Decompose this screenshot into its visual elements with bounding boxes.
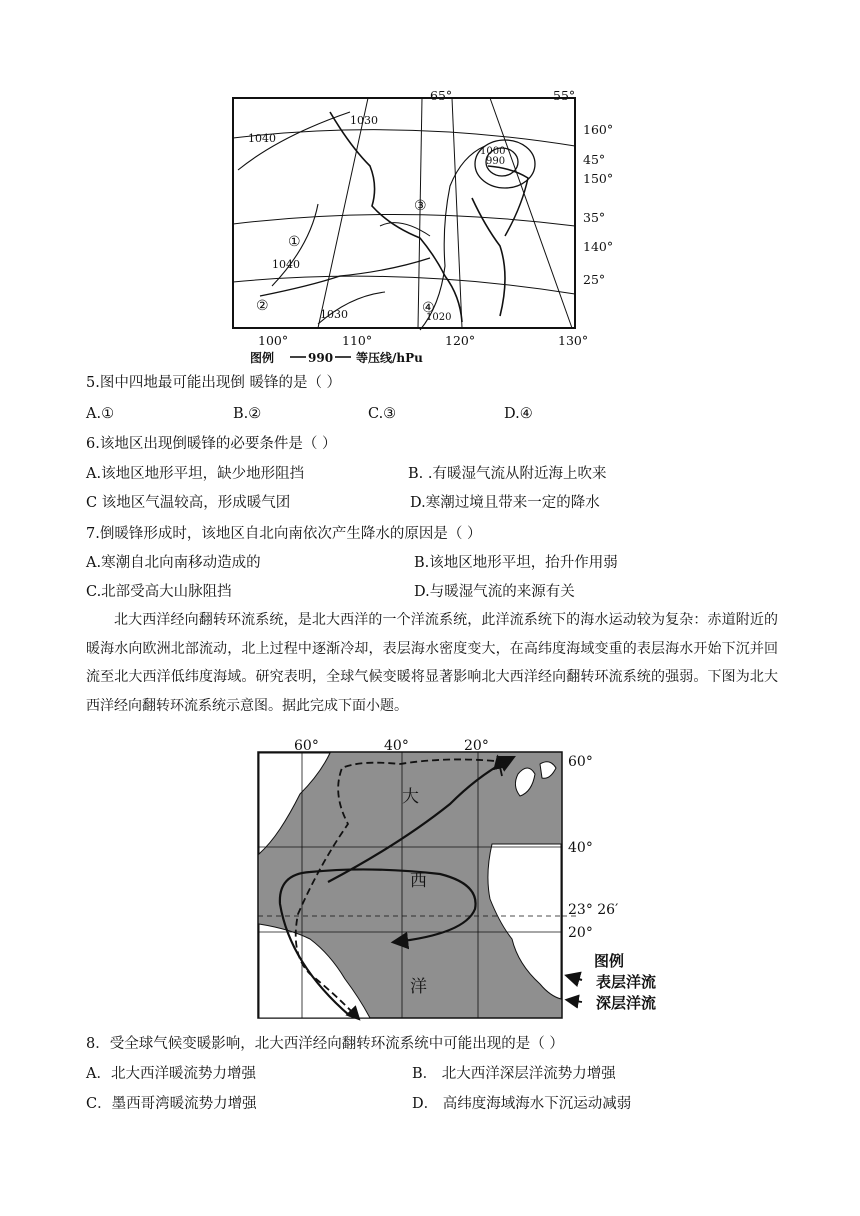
site-marker: ④ (422, 300, 435, 316)
isobar-value: 1000 (480, 146, 506, 157)
isobar-value: 1040 (272, 258, 300, 271)
map1-lat-label: 160° (583, 122, 614, 137)
map2-lat-label: 40° (568, 840, 593, 856)
q6-option-b[interactable]: B. .有暖湿气流从附近海上吹来 (408, 466, 607, 482)
site-marker: ③ (414, 198, 427, 214)
q6-option-d[interactable]: D.寒潮过境且带来一定的降水 (410, 495, 600, 511)
q7-option-d[interactable]: D.与暖湿气流的来源有关 (414, 584, 575, 600)
site-marker: ① (288, 234, 301, 250)
q5-option-a[interactable]: A.① (86, 406, 115, 422)
map2-lat-label: 60° (568, 754, 593, 770)
legend-surface: 表层洋流 (596, 973, 657, 991)
map2-lon-label: 20° (464, 738, 489, 754)
q6-option-c[interactable]: C 该地区气温较高，形成暖气团 (86, 495, 291, 511)
q5-option-b[interactable]: B.② (233, 406, 262, 422)
q5-option-c[interactable]: C.③ (368, 406, 397, 422)
question-8-stem: 8．受全球气候变暖影响，北大西洋经向翻转环流系统中可能出现的是（ ） (86, 1036, 564, 1052)
legend-deep: 深层洋流 (596, 994, 657, 1012)
map1-lat-label: 140° (583, 239, 614, 254)
map2-lat-label: 23° 26′ (568, 902, 619, 918)
map2-lat-label: 20° (568, 925, 593, 941)
isobar-value: 990 (486, 156, 506, 167)
question-5-stem: 5.图中四地最可能出现倒 暖锋的是（ ） (86, 375, 342, 391)
map1-lon-label: 120° (445, 333, 476, 348)
site-marker: ② (256, 298, 269, 314)
q8-option-b[interactable]: B． 北大西洋深层洋流势力增强 (412, 1066, 616, 1082)
q8-option-a[interactable]: A．北大西洋暖流势力增强 (86, 1066, 256, 1082)
legend-title: 图例 (250, 351, 275, 365)
q5-option-d[interactable]: D.④ (504, 406, 533, 422)
question-6-stem: 6.该地区出现倒暖锋的必要条件是（ ） (86, 436, 337, 452)
q7-option-b[interactable]: B.该地区地形平坦，抬升作用弱 (414, 555, 618, 571)
isobar-value: 1040 (248, 132, 276, 145)
map1-lat-label: 45° (583, 152, 606, 167)
map1-lon-label: 110° (342, 333, 373, 348)
map1-lon-label: 65° (430, 88, 453, 103)
isobar-value: 1030 (350, 114, 378, 127)
q7-option-c[interactable]: C.北部受高大山脉阻挡 (86, 584, 232, 600)
reading-passage: 北大西洋经向翻转环流系统，是北大西洋的一个洋流系统，此洋流系统下的海水运动较为复杂：赤道附近的暖海水向欧洲北部流动，北上过程中逐渐冷却，表层海水密度变大，在高纬度海域变重的表层海水开始下沉并回流至北大西洋低纬度海域。研究表明，全球气候变暖将显著影响北大西洋经向翻转环流系统的强弱。下图为北大西洋经向翻转环流系统示意图。据此完成下面小题。 (86, 612, 778, 714)
legend-label: 等压线/hPu (356, 351, 423, 365)
legend-title: 图例 (594, 952, 625, 970)
question-7-stem: 7.倒暖锋形成时，该地区自北向南依次产生降水的原因是（ ） (86, 526, 482, 542)
q8-option-c[interactable]: C．墨西哥湾暖流势力增强 (86, 1096, 257, 1112)
map1-lat-label: 25° (583, 272, 606, 287)
legend-value: 990 (308, 351, 334, 365)
ocean-char: 洋 (410, 977, 427, 997)
isobar-value: 1020 (426, 312, 452, 323)
q7-option-a[interactable]: A.寒潮自北向南移动造成的 (86, 555, 261, 571)
map2-lon-label: 40° (384, 738, 409, 754)
ocean-char: 大 (402, 787, 419, 807)
map1-lat-label: 150° (583, 171, 614, 186)
q6-option-a[interactable]: A.该地区地形平坦，缺少地形阻挡 (86, 466, 305, 482)
pressure-map (200, 86, 630, 368)
atlantic-current-map (250, 734, 670, 1024)
map1-lon-label: 100° (258, 333, 289, 348)
isobar-value: 1030 (320, 308, 348, 321)
map1-lon-label: 55° (553, 88, 576, 103)
ocean-char: 西 (410, 871, 427, 891)
map1-lon-label: 130° (558, 333, 589, 348)
map1-lat-label: 35° (583, 210, 606, 225)
map2-lon-label: 60° (294, 738, 319, 754)
q8-option-d[interactable]: D． 高纬度海域海水下沉运动减弱 (412, 1096, 632, 1112)
